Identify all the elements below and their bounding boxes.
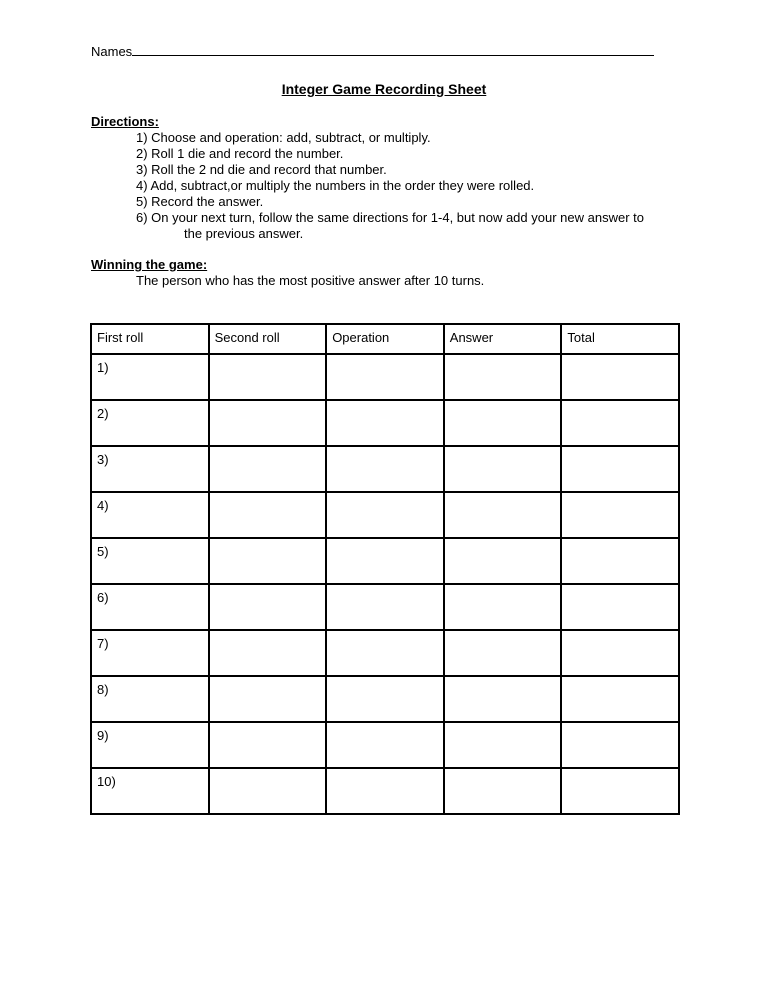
operation-cell — [326, 584, 444, 630]
column-header-total: Total — [561, 324, 679, 354]
direction-item: 6) On your next turn, follow the same directions for 1-4, but now add your new answer to — [136, 210, 644, 225]
total-cell — [561, 768, 679, 814]
answer-cell — [444, 446, 562, 492]
row-label: 1) — [91, 354, 209, 400]
second-roll-cell — [209, 446, 327, 492]
second-roll-cell — [209, 768, 327, 814]
table-row — [91, 768, 679, 814]
operation-cell — [326, 492, 444, 538]
column-header-second-roll: Second roll — [209, 324, 327, 354]
answer-cell — [444, 630, 562, 676]
names-label: Names — [91, 44, 133, 59]
second-roll-cell — [209, 630, 327, 676]
second-roll-cell — [209, 676, 327, 722]
row-label: 5) — [91, 538, 209, 584]
operation-cell — [326, 354, 444, 400]
operation-cell — [326, 768, 444, 814]
operation-cell — [326, 630, 444, 676]
row-label: 8) — [91, 676, 209, 722]
total-cell — [561, 354, 679, 400]
answer-cell — [444, 584, 562, 630]
answer-cell — [444, 400, 562, 446]
operation-cell — [326, 676, 444, 722]
column-header-answer: Answer — [444, 324, 562, 354]
operation-cell — [326, 400, 444, 446]
total-cell — [561, 584, 679, 630]
answer-cell — [444, 354, 562, 400]
winning-text: The person who has the most positive answer after 10 turns. — [136, 273, 485, 288]
column-header-operation: Operation — [326, 324, 444, 354]
total-cell — [561, 538, 679, 584]
row-label: 10) — [91, 768, 209, 814]
operation-cell — [326, 722, 444, 768]
column-header-first-roll: First roll — [91, 324, 209, 354]
table-row — [91, 584, 679, 630]
table-row — [91, 722, 679, 768]
direction-item: 5) Record the answer. — [136, 194, 264, 209]
answer-cell — [444, 768, 562, 814]
direction-item: 2) Roll 1 die and record the number. — [136, 146, 344, 161]
total-cell — [561, 492, 679, 538]
row-label: 9) — [91, 722, 209, 768]
table-header-row — [91, 324, 679, 354]
total-cell — [561, 400, 679, 446]
table-row — [91, 400, 679, 446]
table-row — [91, 492, 679, 538]
operation-cell — [326, 538, 444, 584]
recording-table — [90, 323, 680, 815]
row-label: 4) — [91, 492, 209, 538]
second-roll-cell — [209, 492, 327, 538]
table-row — [91, 630, 679, 676]
second-roll-cell — [209, 400, 327, 446]
answer-cell — [444, 676, 562, 722]
answer-cell — [444, 722, 562, 768]
direction-item: 1) Choose and operation: add, subtract, or multiply. — [136, 130, 431, 145]
answer-cell — [444, 538, 562, 584]
directions-list — [136, 130, 696, 242]
direction-item-continuation: the previous answer. — [184, 226, 304, 241]
page-title: Integer Game Recording Sheet — [281, 81, 487, 97]
table-row — [91, 538, 679, 584]
total-cell — [561, 722, 679, 768]
row-label: 3) — [91, 446, 209, 492]
row-label: 2) — [91, 400, 209, 446]
winning-heading: Winning the game: — [91, 257, 208, 272]
directions-heading: Directions: — [91, 114, 159, 129]
table-row — [91, 354, 679, 400]
second-roll-cell — [209, 722, 327, 768]
row-label: 6) — [91, 584, 209, 630]
total-cell — [561, 676, 679, 722]
table-row — [91, 676, 679, 722]
total-cell — [561, 630, 679, 676]
direction-item: 3) Roll the 2 nd die and record that number. — [136, 162, 387, 177]
names-blank-line — [132, 45, 654, 56]
second-roll-cell — [209, 538, 327, 584]
operation-cell — [326, 446, 444, 492]
answer-cell — [444, 492, 562, 538]
table-row — [91, 446, 679, 492]
row-label: 7) — [91, 630, 209, 676]
names-field — [91, 44, 654, 59]
second-roll-cell — [209, 584, 327, 630]
total-cell — [561, 446, 679, 492]
second-roll-cell — [209, 354, 327, 400]
direction-item: 4) Add, subtract,or multiply the numbers in the order they were rolled. — [136, 178, 535, 193]
